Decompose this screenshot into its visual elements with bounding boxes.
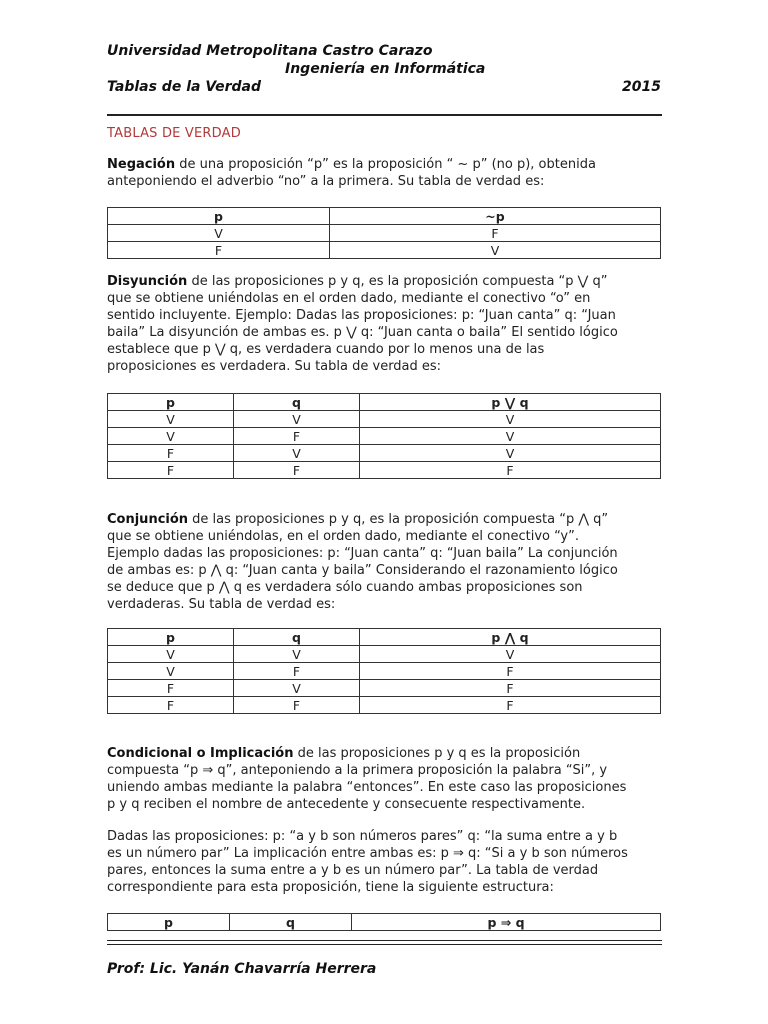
negacion-line-1: de una proposición “p” es la proposición “ ~ p” (no p), obtenida [175, 157, 596, 172]
example-line-2: es un número par” La implicación entre ambas es: p ⇒ q: “Si a y b son números [107, 845, 628, 861]
table-row [108, 445, 661, 462]
disyuncion-line-4: baila” La disyunción de ambas es. p ⋁ q: “Juan canta o baila” El sentido lógico [107, 324, 618, 340]
table-row [108, 646, 661, 663]
table-cell: F [234, 428, 360, 445]
disyuncion-line-2: que se obtiene uniéndolas en el orden dado, mediante el conectivo “o” en [107, 290, 591, 306]
conjuncion-line-6: verdaderas. Su tabla de verdad es: [107, 596, 336, 612]
table-header-row [108, 208, 661, 225]
table-cell: V [360, 646, 661, 663]
document-header [107, 43, 661, 97]
condicional-paragraph [107, 746, 661, 814]
table-cell: F [360, 697, 661, 714]
table-row [108, 663, 661, 680]
table-header-cell: q [234, 394, 360, 411]
table-cell: F [234, 663, 360, 680]
section-title: TABLAS DE VERDAD [107, 126, 241, 141]
table-cell: F [234, 697, 360, 714]
disyuncion-line-1: de las proposiciones p y q, es la proposición compuesta “p ⋁ q” [187, 274, 608, 289]
table-row [108, 225, 661, 242]
table-header-row [108, 914, 661, 931]
disyuncion-line-3: sentido incluyente. Ejemplo: Dadas las proposiciones: p: “Juan canta” q: “Juan [107, 307, 616, 323]
condicional-table [107, 913, 661, 931]
condicional-term: Condicional o Implicación [107, 746, 294, 761]
table-cell: V [234, 680, 360, 697]
table-cell: V [360, 445, 661, 462]
table-cell: F [360, 462, 661, 479]
table-cell: V [360, 428, 661, 445]
table-header-cell: p ⇒ q [352, 914, 661, 931]
disyuncion-line-6: proposiciones es verdadera. Su tabla de verdad es: [107, 358, 442, 374]
conjuncion-line-5: se deduce que p ⋀ q es verdadera sólo cuando ambas proposiciones son [107, 579, 583, 595]
table-row [108, 462, 661, 479]
conjuncion-line-1: de las proposiciones p y q, es la proposición compuesta “p ⋀ q” [188, 512, 609, 527]
table-header-cell: p [108, 208, 330, 225]
table-row [108, 428, 661, 445]
table-cell: F [108, 680, 234, 697]
table-cell: V [108, 646, 234, 663]
table-cell: V [108, 663, 234, 680]
conjuncion-line-3: Ejemplo dadas las proposiciones: p: “Juan canta” q: “Juan baila” La conjunción [107, 545, 618, 561]
disyuncion-paragraph [107, 274, 661, 375]
table-cell: F [330, 225, 661, 242]
example-line-4: correspondiente para esta proposición, tiene la siguiente estructura: [107, 879, 554, 895]
conjuncion-term: Conjunción [107, 512, 189, 527]
header-rule [107, 114, 662, 116]
table-header-row [108, 629, 661, 646]
table-cell: V [234, 445, 360, 462]
table-cell: V [108, 225, 330, 242]
disyuncion-term: Disyunción [107, 274, 188, 289]
disyuncion-table [107, 393, 661, 479]
condicional-example-paragraph [107, 829, 661, 897]
negacion-term: Negación [107, 157, 176, 172]
negacion-table [107, 207, 661, 259]
table-cell: F [108, 462, 234, 479]
subject-title: Tablas de la Verdad [107, 79, 262, 95]
negacion-paragraph [107, 157, 661, 191]
table-row [108, 242, 661, 259]
footer-author: Prof: Lic. Yanán Chavarría Herrera [107, 961, 377, 977]
condicional-line-3: uniendo ambas mediante la palabra “entonces”. En este caso las proposiciones [107, 779, 627, 795]
table-cell: V [330, 242, 661, 259]
table-header-cell: q [230, 914, 352, 931]
table-cell: V [108, 428, 234, 445]
table-cell: F [360, 680, 661, 697]
table-row [108, 680, 661, 697]
disyuncion-line-5: establece que p ⋁ q, es verdadera cuando por lo menos una de las [107, 341, 545, 357]
program-name: Ingeniería en Informática [285, 61, 486, 77]
table-cell: V [234, 411, 360, 428]
conjuncion-paragraph [107, 512, 661, 613]
conjuncion-line-2: que se obtiene uniéndolas, en el orden dado, mediante el conectivo “y”. [107, 528, 579, 544]
condicional-line-4: p y q reciben el nombre de antecedente y consecuente respectivamente. [107, 796, 586, 812]
condicional-line-1: de las proposiciones p y q es la proposición [293, 746, 581, 761]
condicional-line-2: compuesta “p ⇒ q”, anteponiendo a la primera proposición la palabra “Si”, y [107, 762, 608, 778]
table-header-cell: p [108, 394, 234, 411]
table-header-cell: p ⋀ q [360, 629, 661, 646]
table-header-cell: p [108, 629, 234, 646]
example-line-3: pares, entonces la suma entre a y b es un número par”. La tabla de verdad [107, 862, 599, 878]
table-header-cell: ~p [330, 208, 661, 225]
table-header-cell: q [234, 629, 360, 646]
table-cell: F [108, 697, 234, 714]
university-name: Universidad Metropolitana Castro Carazo [107, 43, 433, 59]
header-subject-row [107, 79, 661, 97]
table-cell: F [108, 242, 330, 259]
year: 2015 [622, 79, 661, 95]
footer-rule-double [107, 944, 662, 945]
table-cell: V [360, 411, 661, 428]
conjuncion-table [107, 628, 661, 714]
negacion-line-2: anteponiendo el adverbio “no” a la primera. Su tabla de verdad es: [107, 173, 545, 189]
table-row [108, 697, 661, 714]
table-cell: F [234, 462, 360, 479]
table-cell: F [108, 445, 234, 462]
table-header-cell: p ⋁ q [360, 394, 661, 411]
table-cell: F [360, 663, 661, 680]
table-cell: V [108, 411, 234, 428]
table-cell: V [234, 646, 360, 663]
table-header-cell: p [108, 914, 230, 931]
footer-rule [107, 940, 662, 941]
table-header-row [108, 394, 661, 411]
conjuncion-line-4: de ambas es: p ⋀ q: “Juan canta y baila” Considerando el razonamiento lógico [107, 562, 618, 578]
example-line-1: Dadas las proposiciones: p: “a y b son números pares” q: “la suma entre a y b [107, 829, 618, 844]
table-row [108, 411, 661, 428]
